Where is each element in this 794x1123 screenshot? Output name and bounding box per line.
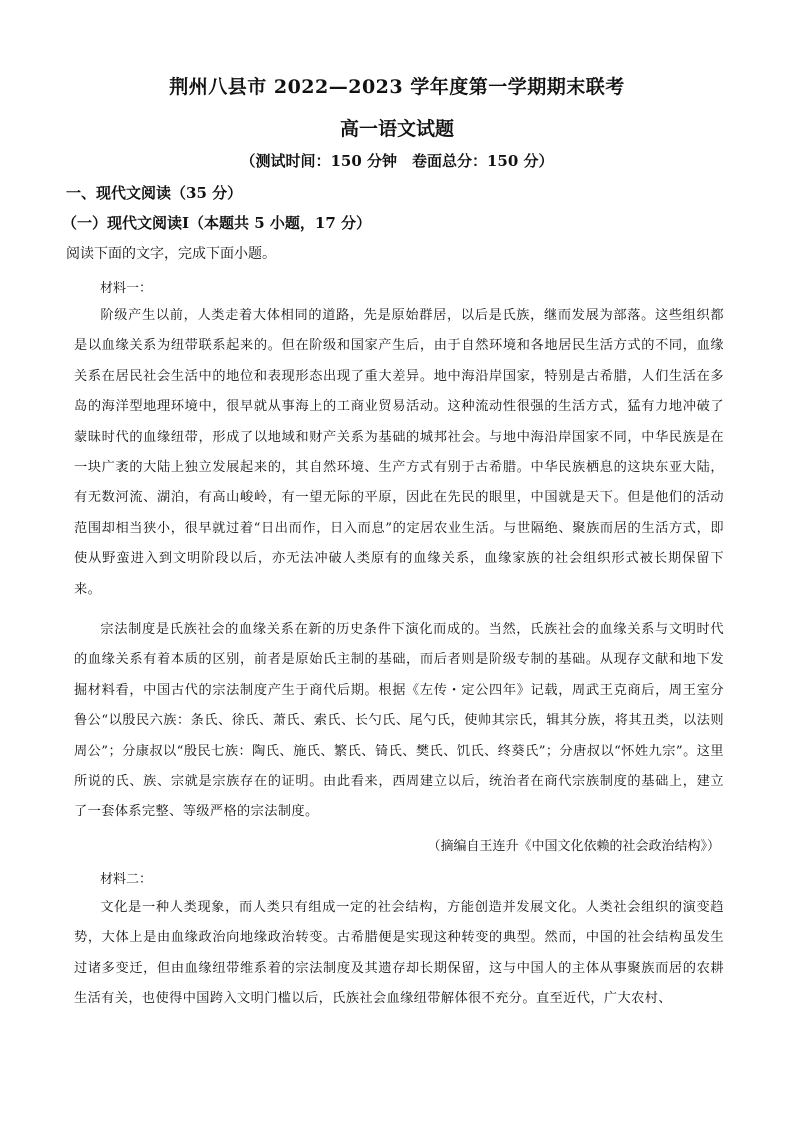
reading-instruction: 阅读下面的文字，完成下面小题。 bbox=[66, 246, 276, 262]
material2-paragraph-1: 文化是一种人类现象，而人类只有组成一定的社会结构，方能创造并发展文化。人类社会组织的演变趋势，大体上是由血缘政治向地缘政治转变。古希腊便是实现这种转变的典型。然而，中国的社会结构虽发生过诸多变迁，但由血缘纽带维系着的宗法制度及其遗存却长期保留，这与中国人的主体从事聚族而居的农耕生活有关，也使得中国跨入文明门槛以后，氏族社会血缘纽带解体很不充分。直至近代，广大农村、 bbox=[74, 900, 724, 1007]
material1-source: （摘编自王连升《中国文化依赖的社会政治结构》） bbox=[427, 839, 720, 854]
material1-paragraph-1: 阶级产生以前，人类走着大体相同的道路，先是原始群居，以后是氏族，继而发展为部落。这些组织都是以血缘关系为纽带联系起来的。但在阶级和国家产生后，由于自然环境和各地居民生活方式的不同，血缘关系在居民社会生活中的地位和表现形态出现了重大差异。地中海沿岸国家，特别是古希腊，人们生活在多岛的海洋型地理环境中，很早就从事海上的工商业贸易活动。这种流动性很强的生活方式，猛有力地冲破了蒙昧时代的血缘纽带，形成了以地域和财产关系为基础的城邦社会。与地中海沿岸国家不同，中华民族是在一块广袤的大陆上独立发展起来的，其自然环境、生产方式有别于古希腊。中华民族栖息的这块东亚大陆，有无数河流、湖泊，有高山峻岭，有一望无际的平原，因此在先民的眼里，中国就是天下。但是他们的活动范围却相当狭小，很早就过着“日出而作，日入而息”的定居农业生活。与世隔绝、聚族而居的生活方式，即使从野蛮进入到文明阶段以后，亦无法冲破人类原有的血缘关系，血缘家族的社会组织形式被长期保留下来。 bbox=[74, 308, 724, 597]
material1-label: 材料一： bbox=[100, 281, 153, 296]
exam-info: （测试时间：150 分钟 卷面总分：150 分） bbox=[240, 152, 554, 170]
exam-title: 荆州八县市 2022—2023 学年度第一学期期末联考 bbox=[169, 76, 625, 98]
material1-paragraph-2: 宗法制度是氏族社会的血缘关系在新的历史条件下演化而成的。当然，氏族社会的血缘关系与文明时代的血缘关系有着本质的区别，前者是原始氏主制的基础，而后者则是阶级专制的基础。从现存文献和地下发掘材料看，中国古代的宗法制度产生于商代后期。根据《左传・定公四年》记载，周武王克商后，周王室分鲁公“以殷民六族：条氏、徐氏、萧氏、索氏、长勺氏、尾勺氏，使帅其宗氏，辑其分族，将其丑类，以法则周公”；分康叔以“殷民七族：陶氏、施氏、繁氏、锜氏、樊氏、饥氏、终葵氏”；分唐叔以“怀姓九宗”。这里所说的氏、族、宗就是宗族存在的证明。由此看来，西周建立以后，统治者在商代宗族制度的基础上，建立了一套体系完整、等级严格的宗法制度。 bbox=[74, 622, 724, 820]
exam-subtitle: 高一语文试题 bbox=[339, 118, 454, 140]
section-heading: 一、现代文阅读（35 分） bbox=[66, 184, 243, 202]
material2-label: 材料二： bbox=[100, 872, 153, 887]
sub-section-heading: （一）现代文阅读Ⅰ（本题共 5 小题，17 分） bbox=[62, 214, 371, 232]
